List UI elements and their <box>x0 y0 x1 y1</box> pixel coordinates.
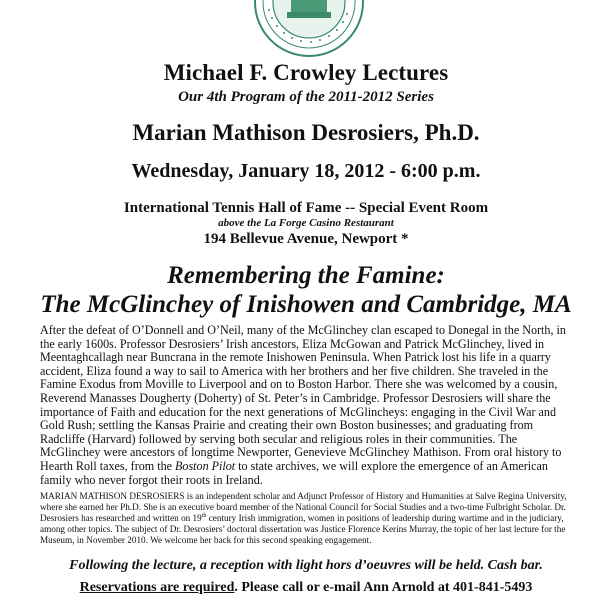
bio-text-part2: century Irish immigration, women in positions of leadership during wartime and in the judiciary, among other topics. The subject of Dr. Desrosiers’ doctoral dissertation was Justice Florence Kerins Murray, the topic of her last lecture for the Museum, in November 2010. We welcome her back for this second speaking engagement. <box>40 513 566 545</box>
bio-text-part1: MARIAN MATHISON DESROSIERS is an independent scholar and Adjunct Professor of History and Humanities at Salve Regina University, where she earned her Ph.D. She is an executive board member of the National Council for Social Studies and a two-time Fulbright Scholar. Dr. Desrosiers has researched and written on 19 <box>40 491 567 523</box>
reservations-contact: . Please call or e-mail Ann Arnold at 401-841-5493 <box>234 580 533 595</box>
venue-address: 194 Bellevue Avenue, Newport * <box>203 231 409 247</box>
lecture-description <box>40 324 574 487</box>
series-subtitle: Our 4th Program of the 2011-2012 Series <box>178 89 434 105</box>
description-text-part1: After the defeat of O’Donnell and O’Neil, many of the McGlinchey clan escaped to Donegal in the North, in the early 1600s. Professor Desrosiers’ Irish ancestors, Eliza McGowan and Patrick McGlinchey, lived in Meentaghcallagh near Buncrana in the remote Inishowen Peninsula. When Patrick lost his life in a quarry accident, Eliza found a way to sail to America with her brothers and her five children. She traveled in the Famine Exodus from Moville to Liverpool and on to Boston Harbor. There she was welcomed by a cousin, Reverend Manasses Dougherty (Doherty) of St. Peter’s in Cambridge. Professor Desrosiers will share the importance of Faith and education for the next generations of McGlincheys: engaging in the Civil War and Gold Rush; settling the Kansas Prairie and creating their own Boston businesses; and graduating from Radcliffe (Harvard) followed by serving both secular and religious roles in their communities. The McGlinchey were ancestors of longtime Newporter, Genevieve McGlinchey Mathison. From oral history to Hearth Roll taxes, from the <box>40 323 566 473</box>
venue-name: International Tennis Hall of Fame -- Special Event Room <box>123 200 489 216</box>
speaker-name: Marian Mathison Desrosiers, Ph.D. <box>132 120 480 145</box>
event-date-time: Wednesday, January 18, 2012 - 6:00 p.m. <box>131 160 481 182</box>
talk-title-line1: Remembering the Famine: <box>167 262 445 289</box>
speaker-bio <box>40 491 574 546</box>
series-title: Michael F. Crowley Lectures <box>163 60 449 85</box>
description-text-part2: to state archives, we will explore the emergence of an American family who never forgot their roots in Ireland. <box>40 458 548 487</box>
venue-note: above the La Forge Casino Restaurant <box>218 217 394 229</box>
reservations-line <box>0 580 612 596</box>
description-italic-title: Boston Pilot <box>175 458 236 473</box>
reservations-required-label: Reservations are required <box>79 580 235 595</box>
talk-title-line2: The McGlinchey of Inishowen and Cambridge, MA <box>40 291 572 318</box>
reception-note: Following the lecture, a reception with light hors d’oeuvres will be held. Cash bar. <box>69 558 543 573</box>
bio-superscript: th <box>201 512 207 519</box>
